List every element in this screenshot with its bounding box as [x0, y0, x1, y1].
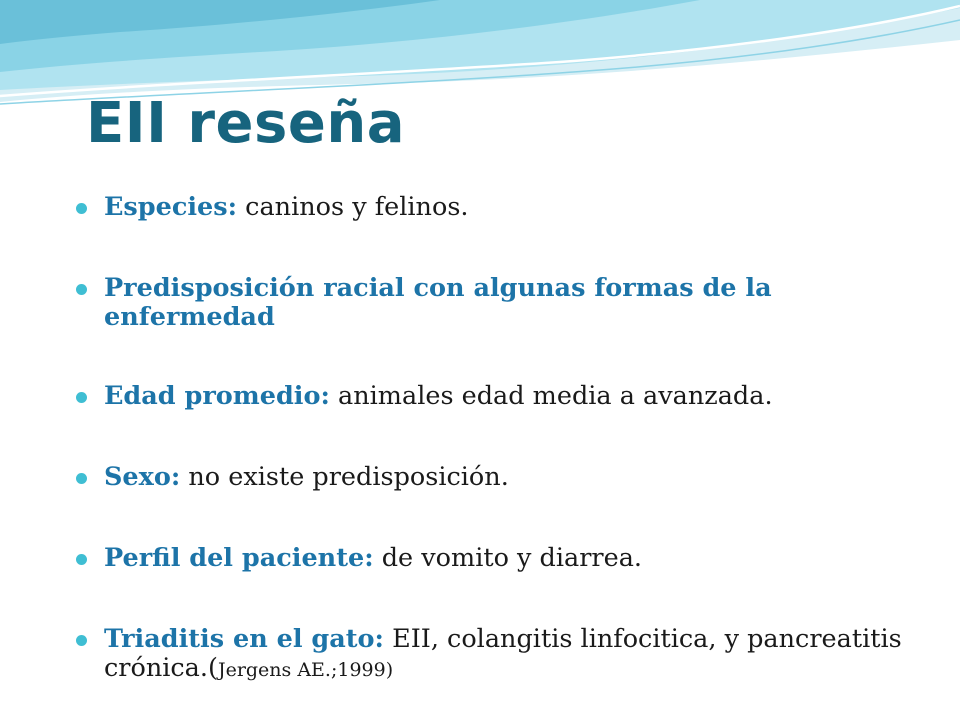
bullet-lead: Edad promedio: [104, 381, 330, 411]
slide-title: EII reseña [86, 91, 405, 156]
bullet-item-triaditis [76, 625, 916, 685]
bullet-dot-icon [76, 392, 87, 403]
bullet-dot-icon [76, 635, 87, 646]
bullet-item-predisposicion [76, 274, 916, 332]
bullet-text: EII, colangitis linfocitica, y pancreatitis crónica.( [104, 624, 902, 683]
bullet-lead: Especies: [104, 192, 238, 222]
bullet-item-edad [76, 382, 916, 411]
bullet-item-sexo [76, 463, 916, 492]
bullet-citation: Jergens AE.;1999) [217, 659, 394, 681]
bullet-lead: Sexo: [104, 462, 181, 492]
bullet-item-especies [76, 193, 916, 222]
bullet-text: caninos y felinos. [237, 192, 469, 222]
bullet-text: animales edad media a avanzada. [329, 381, 773, 411]
bullet-lead: Triaditis en el gato: [104, 624, 384, 654]
bullet-text: de vomito y diarrea. [373, 543, 643, 573]
bullet-text: no existe predisposición. [180, 462, 509, 492]
bullet-dot-icon [76, 203, 87, 214]
bullet-dot-icon [76, 554, 87, 565]
bullet-list [76, 193, 916, 720]
bullet-lead: Predisposición racial con algunas formas de la enfermedad [104, 273, 772, 332]
bullet-lead: Perfil del paciente: [104, 543, 374, 573]
bullet-dot-icon [76, 473, 87, 484]
bullet-item-perfil [76, 544, 916, 573]
bullet-dot-icon [76, 284, 87, 295]
